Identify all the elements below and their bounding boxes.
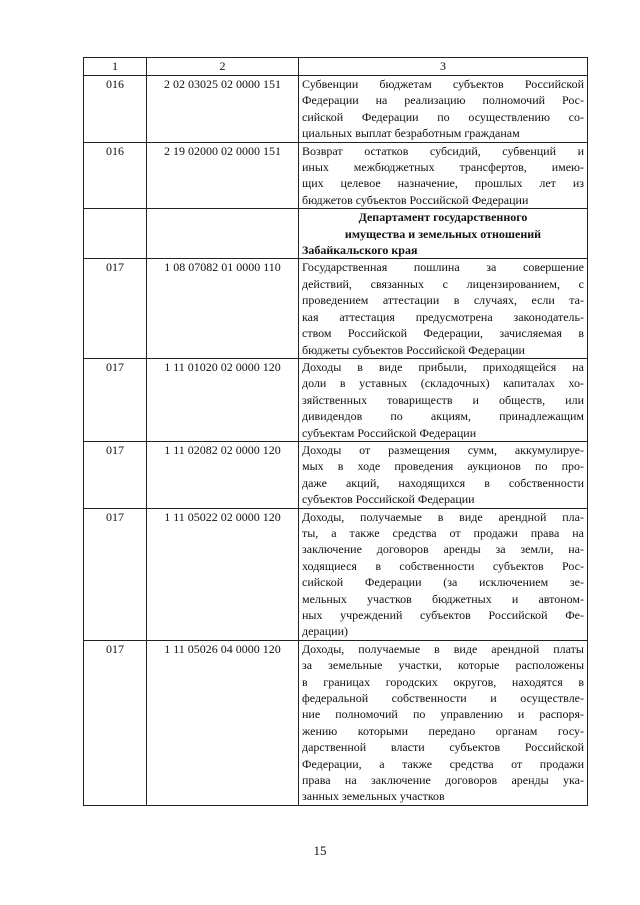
admin-code-cell: 017 — [84, 259, 147, 358]
table-header-row — [84, 58, 588, 76]
description-cell — [299, 640, 588, 805]
admin-code-cell: 016 — [84, 142, 147, 209]
description-line: заключение договоров аренды за земли, на- — [302, 542, 584, 557]
description-line: даже акций, находящихся в собственности — [302, 475, 584, 490]
table-row — [84, 76, 588, 143]
description-line: Федерации, а также средства от продажи — [302, 756, 584, 771]
description-cell — [299, 259, 588, 358]
description-line: субъектам Российской Федерации — [302, 425, 477, 440]
header-col-2: 2 — [147, 58, 299, 76]
description-cell — [299, 358, 588, 441]
description-line: Субвенции бюджетам субъектов Российской — [302, 77, 584, 91]
revenue-code-cell: 1 11 05026 04 0000 120 — [147, 640, 299, 805]
table-row — [84, 358, 588, 441]
description-line: проведением аттестации в случаях, если та- — [302, 293, 584, 308]
description-line: жению которыми передано органам госу- — [302, 723, 584, 738]
header-col-1: 1 — [84, 58, 147, 76]
description-line: бюджеты субъектов Российской Федерации — [302, 342, 525, 357]
description-line: Федерации на реализацию полномочий Рос- — [302, 93, 584, 108]
table-row — [84, 508, 588, 640]
description-line: Доходы, получаемые в виде арендной пла- — [302, 509, 584, 524]
description-line: Забайкальского края — [302, 243, 418, 258]
description-line: иных межбюджетных трансфертов, имею- — [302, 160, 584, 175]
admin-code-cell: 017 — [84, 508, 147, 640]
description-line: занных земельных участков — [302, 789, 445, 804]
description-line: ством Российской Федерации, зачисляемая в — [302, 326, 584, 341]
description-line: имущества и земельных отношений — [344, 226, 542, 241]
revenue-code-cell: 1 08 07082 01 0000 110 — [147, 259, 299, 358]
description-line: федеральной собственности и осуществле- — [302, 691, 584, 706]
header-col-3: 3 — [299, 58, 588, 76]
description-line: права на заключение договоров аренды ука- — [302, 773, 584, 788]
revenue-codes-table — [83, 57, 588, 806]
admin-code-cell: 017 — [84, 358, 147, 441]
description-line: Доходы, получаемые в виде арендной платы — [302, 641, 584, 656]
department-heading-cell — [299, 209, 588, 259]
revenue-code-cell: 2 02 03025 02 0000 151 — [147, 76, 299, 143]
description-line: циальных выплат безработным гражданам — [302, 126, 520, 141]
description-line: дивидендов по акциям, принадлежащим — [302, 409, 584, 424]
admin-code-cell — [84, 209, 147, 259]
description-cell — [299, 508, 588, 640]
description-line: Департамент государственного — [358, 210, 528, 225]
description-line: Доходы в виде прибыли, приходящейся на — [302, 359, 584, 374]
revenue-code-cell — [147, 209, 299, 259]
description-line: субъектов Российской Федерации — [302, 492, 475, 507]
revenue-code-cell: 1 11 01020 02 0000 120 — [147, 358, 299, 441]
description-line: Государственная пошлина за совершение — [302, 260, 584, 275]
admin-code-cell: 017 — [84, 640, 147, 805]
description-line: за земельные участки, которые расположены — [302, 658, 584, 673]
description-cell — [299, 142, 588, 209]
description-line: доли в уставных (складочных) капиталах хо- — [302, 376, 584, 391]
admin-code-cell: 017 — [84, 441, 147, 508]
description-line: сийской Федерации по осуществлению со- — [302, 109, 584, 124]
description-line: мельных участков бюджетных и автоном- — [302, 591, 584, 606]
description-line: сийской Федерации (за исключением зе- — [302, 575, 584, 590]
description-line: зяйственных товариществ и обществ, или — [302, 392, 584, 407]
description-line: дерации) — [302, 624, 349, 639]
table-section-heading-row — [84, 209, 588, 259]
description-line: Возврат остатков субсидий, субвенций и — [302, 143, 584, 158]
revenue-code-cell: 1 11 05022 02 0000 120 — [147, 508, 299, 640]
table-row — [84, 142, 588, 209]
revenue-code-cell: 1 11 02082 02 0000 120 — [147, 441, 299, 508]
description-line: ходящиеся в собственности субъектов Рос- — [302, 558, 584, 573]
description-line: в границах городских округов, находятся в — [302, 674, 584, 689]
description-cell — [299, 76, 588, 143]
table-row — [84, 441, 588, 508]
description-line: бюджетов субъектов Российской Федерации — [302, 192, 529, 207]
description-line: мых в ходе проведения аукционов по про- — [302, 459, 584, 474]
description-line: ние полномочий по управлению и распоря- — [302, 707, 584, 722]
description-line: ты, а также средства от продажи права на — [302, 525, 584, 540]
revenue-code-cell: 2 19 02000 02 0000 151 — [147, 142, 299, 209]
table-row — [84, 259, 588, 358]
description-line: кая аттестация предусмотрена законодатель- — [302, 309, 584, 324]
description-line: ных учреждений субъектов Российской Фе- — [302, 608, 584, 622]
description-line: щих целевое назначение, прошлых лет из — [302, 176, 584, 191]
description-line: дарственной власти субъектов Российской — [302, 740, 584, 755]
admin-code-cell: 016 — [84, 76, 147, 143]
page-number: 15 — [313, 843, 327, 858]
description-line: действий, связанных с лицензированием, с — [302, 276, 584, 291]
description-line: Доходы от размещения сумм, аккумулируе- — [302, 442, 584, 457]
table-row — [84, 640, 588, 805]
description-cell — [299, 441, 588, 508]
